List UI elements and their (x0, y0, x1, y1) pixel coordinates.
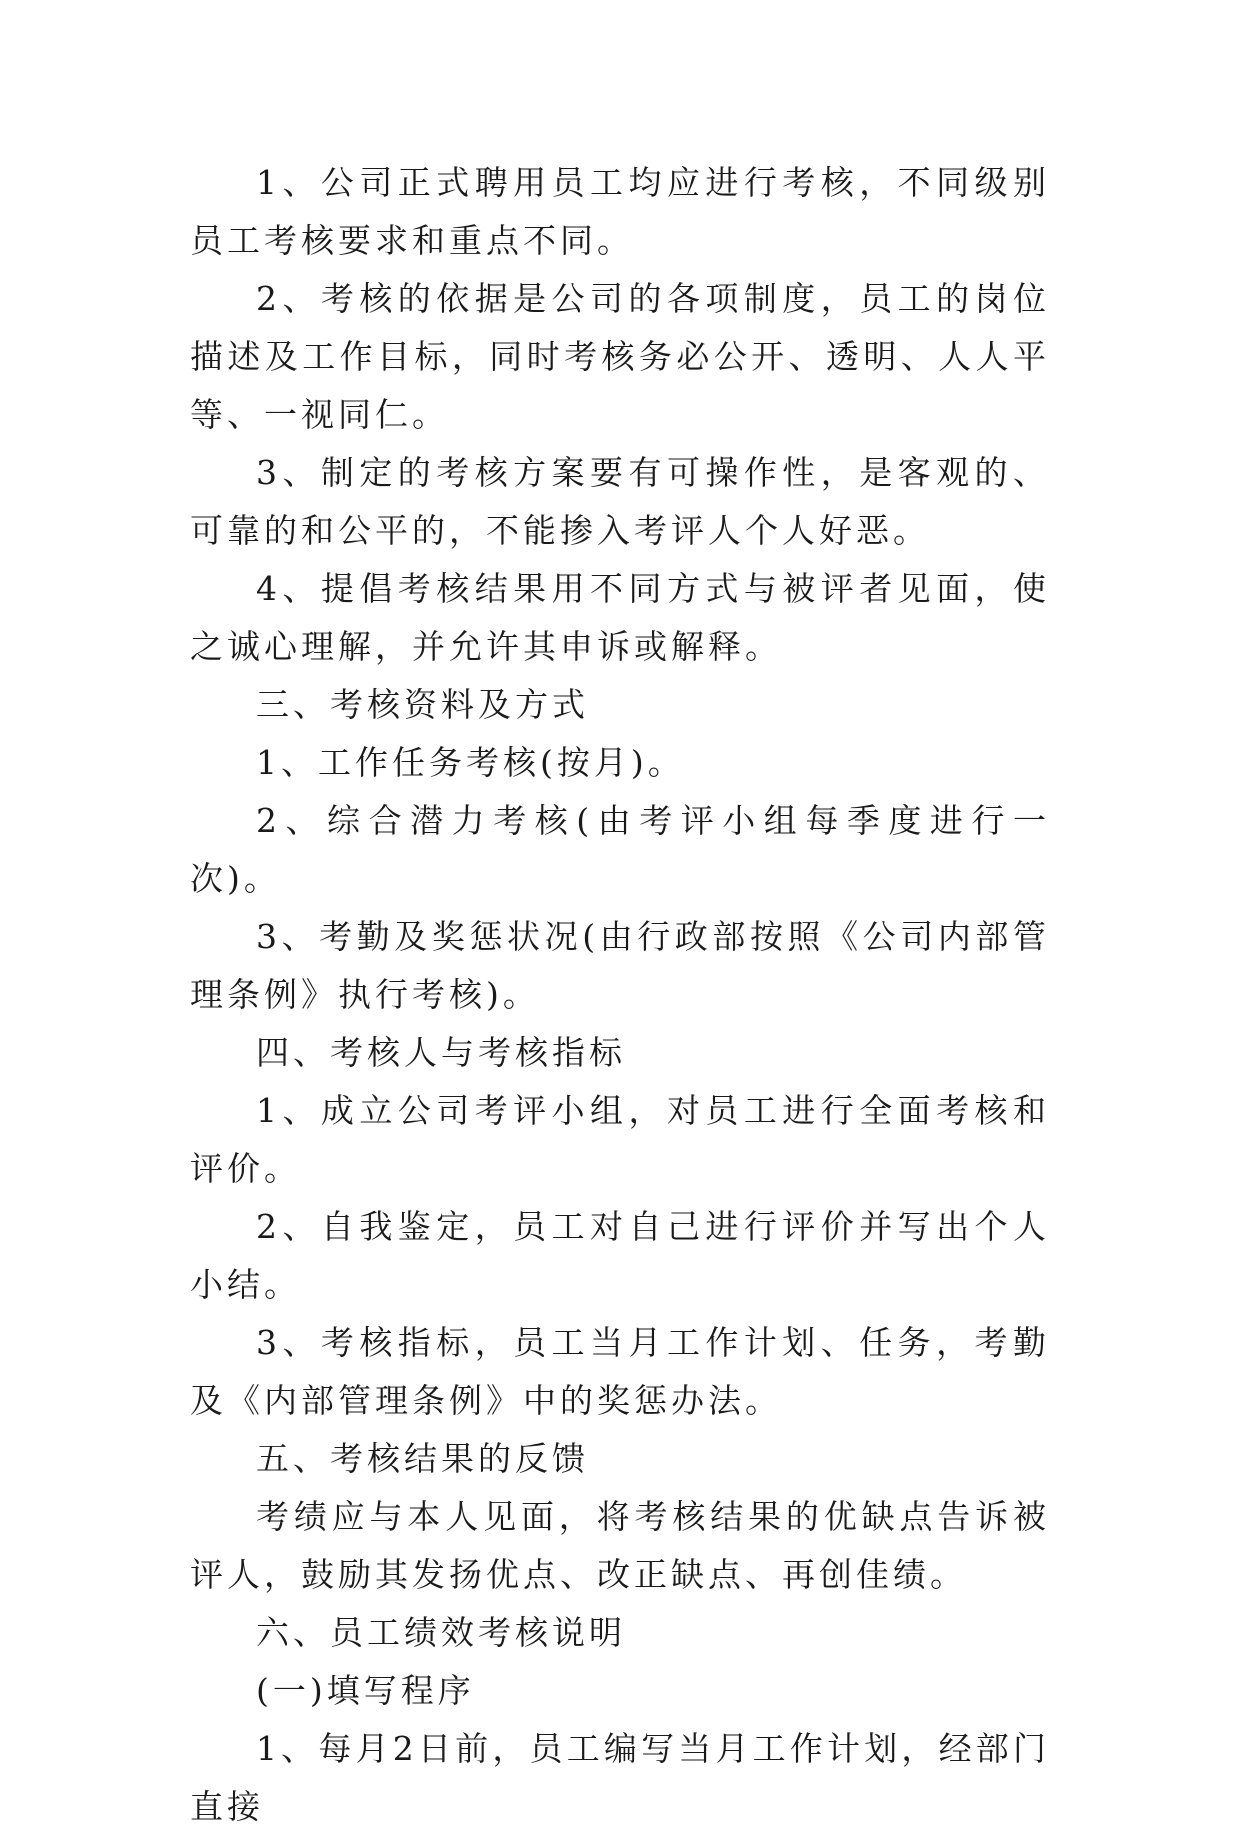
paragraph: 考绩应与本人见面，将考核结果的优缺点告诉被评人，鼓励其发扬优点、改正缺点、再创佳绩。 (190, 1497, 1050, 1594)
section-heading: 六、员工绩效考核说明 (256, 1613, 626, 1652)
paragraph: 1、每月2日前，员工编写当月工作计划，经部门直接 (190, 1729, 1050, 1826)
subsection-heading: (一)填写程序 (256, 1671, 475, 1710)
paragraph: 1、工作任务考核(按月)。 (256, 743, 685, 782)
paragraph: 4、提倡考核结果用不同方式与被评者见面，使之诚心理解，并允许其申诉或解释。 (190, 569, 1050, 666)
section-heading: 三、考核资料及方式 (256, 685, 589, 724)
paragraph: 1、公司正式聘用员工均应进行考核，不同级别员工考核要求和重点不同。 (190, 163, 1050, 260)
section-heading: 四、考核人与考核指标 (256, 1033, 626, 1072)
paragraph: 2、考核的依据是公司的各项制度，员工的岗位描述及工作目标，同时考核务必公开、透明、人人平等、一视同仁。 (190, 279, 1050, 434)
section-heading: 五、考核结果的反馈 (256, 1439, 589, 1478)
paragraph: 1、成立公司考评小组，对员工进行全面考核和评价。 (190, 1091, 1050, 1188)
document-body (190, 154, 1050, 1836)
paragraph: 2、自我鉴定，员工对自己进行评价并写出个人小结。 (190, 1207, 1050, 1304)
paragraph: 2、综合潜力考核(由考评小组每季度进行一次)。 (190, 801, 1050, 898)
paragraph: 3、制定的考核方案要有可操作性，是客观的、可靠的和公平的，不能掺入考评人个人好恶。 (190, 453, 1050, 550)
paragraph: 3、考勤及奖惩状况(由行政部按照《公司内部管理条例》执行考核)。 (190, 917, 1050, 1014)
paragraph: 3、考核指标，员工当月工作计划、任务，考勤及《内部管理条例》中的奖惩办法。 (190, 1323, 1050, 1420)
